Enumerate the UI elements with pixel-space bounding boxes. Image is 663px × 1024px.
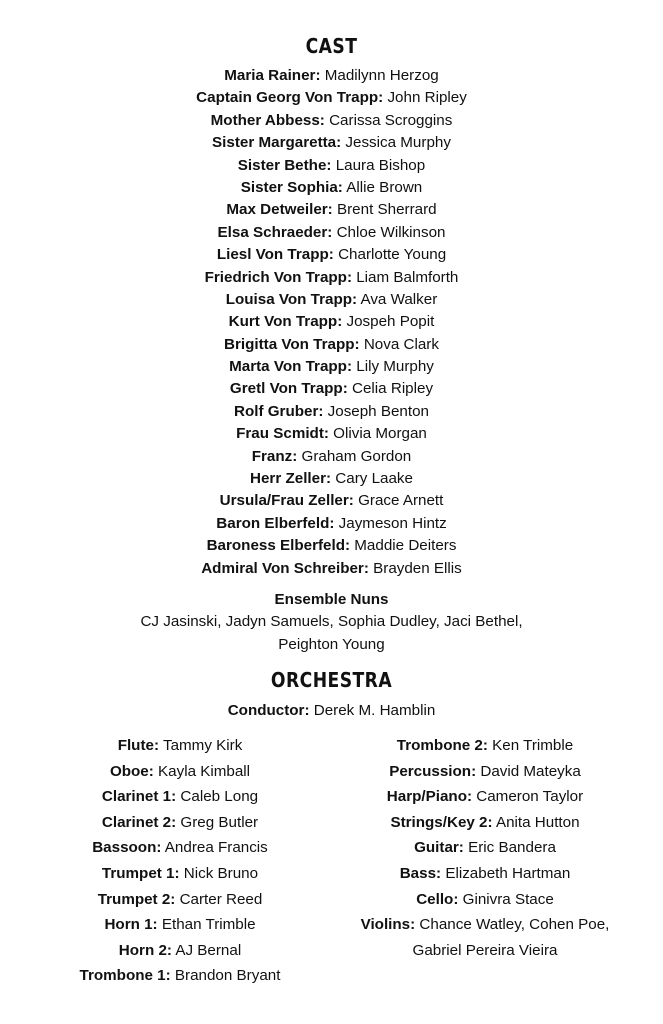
cast-row bbox=[0, 446, 663, 468]
performer-name: Ava Walker bbox=[360, 290, 438, 308]
role-label: Ursula/Frau Zeller: bbox=[219, 492, 354, 510]
performer-name: Laura Bishop bbox=[335, 156, 426, 174]
cast-row bbox=[0, 199, 663, 221]
cast-row bbox=[0, 378, 663, 400]
role-label: Clarinet 2: bbox=[101, 813, 177, 831]
performer-name: Allie Brown bbox=[346, 178, 423, 196]
performer-name: Lily Murphy bbox=[356, 358, 434, 376]
cast-row bbox=[0, 468, 663, 490]
performer-name: Ginivra Stace bbox=[462, 890, 554, 908]
performer-name: Andrea Francis bbox=[164, 839, 268, 857]
orchestra-row bbox=[340, 861, 630, 887]
role-label: Kurt Von Trapp: bbox=[228, 313, 343, 331]
cast-row bbox=[0, 65, 663, 87]
orchestra-left-column bbox=[40, 733, 320, 989]
performer-name: David Mateyka bbox=[480, 762, 581, 780]
orchestra-row bbox=[340, 759, 630, 785]
performer-name: Celia Ripley bbox=[352, 380, 434, 398]
performer-name: Caleb Long bbox=[180, 788, 259, 806]
ensemble-title: Ensemble Nuns bbox=[274, 591, 389, 608]
role-label: Strings/Key 2: bbox=[390, 813, 493, 831]
cast-list bbox=[0, 65, 663, 580]
performer-name: Eric Bandera bbox=[468, 839, 556, 857]
role-label: Louisa Von Trapp: bbox=[225, 290, 358, 308]
cast-row bbox=[0, 155, 663, 177]
cast-row bbox=[0, 267, 663, 289]
performer-name: Ethan Trimble bbox=[161, 916, 256, 934]
performer-name: Tammy Kirk bbox=[162, 737, 243, 754]
orchestra-row bbox=[40, 810, 320, 836]
cast-row bbox=[0, 132, 663, 154]
role-label: Sister Sophia: bbox=[240, 178, 343, 196]
role-label: Trumpet 2: bbox=[97, 890, 176, 908]
conductor-role: Conductor: bbox=[227, 702, 310, 719]
role-label: Sister Margaretta: bbox=[212, 134, 342, 152]
performer-name: Maddie Deiters bbox=[354, 537, 457, 555]
orchestra-heading: ORCHESTRA bbox=[270, 668, 393, 692]
orchestra-row bbox=[40, 938, 320, 964]
cast-row bbox=[0, 87, 663, 109]
orchestra-row bbox=[40, 759, 320, 785]
performer-name: Anita Hutton bbox=[495, 813, 580, 831]
role-label: Horn 2: bbox=[118, 941, 172, 959]
orchestra-row bbox=[40, 784, 320, 810]
role-label: Rolf Gruber: bbox=[233, 402, 324, 420]
role-label: Horn 1: bbox=[104, 916, 158, 934]
performer-name: Kayla Kimball bbox=[158, 762, 251, 780]
cast-row bbox=[0, 423, 663, 445]
performer-name: Jessica Murphy bbox=[345, 134, 451, 152]
cast-row bbox=[0, 513, 663, 535]
orchestra-row bbox=[340, 938, 630, 964]
performer-name: John Ripley bbox=[387, 89, 467, 107]
performer-name: Liam Balmforth bbox=[356, 268, 459, 286]
cast-row bbox=[0, 289, 663, 311]
orchestra-row bbox=[40, 733, 320, 759]
cast-row bbox=[0, 311, 663, 333]
role-label: Trombone 1: bbox=[79, 967, 171, 985]
orchestra-right-column bbox=[340, 733, 630, 963]
cast-row bbox=[0, 244, 663, 266]
role-label: Gretl Von Trapp: bbox=[229, 380, 348, 398]
role-label: Guitar: bbox=[414, 839, 464, 857]
performer-name: Chloe Wilkinson bbox=[336, 223, 446, 241]
role-label: Franz: bbox=[251, 447, 298, 465]
role-label: Maria Rainer: bbox=[224, 67, 321, 84]
role-label: Liesl Von Trapp: bbox=[216, 246, 334, 264]
role-label: Elsa Schraeder: bbox=[217, 223, 333, 241]
conductor-line bbox=[0, 700, 663, 722]
performer-name: Jaymeson Hintz bbox=[338, 514, 447, 532]
role-label: Clarinet 1: bbox=[101, 788, 177, 806]
performer-name: Graham Gordon bbox=[301, 447, 412, 465]
performer-name: Joseph Benton bbox=[327, 402, 429, 420]
performer-name: Nova Clark bbox=[363, 335, 439, 353]
performer-name: Chance Watley, Cohen Poe, bbox=[419, 916, 610, 934]
orchestra-row bbox=[40, 861, 320, 887]
role-label: Flute: bbox=[117, 737, 160, 754]
role-label: Bass: bbox=[399, 864, 442, 882]
performer-name: Brayden Ellis bbox=[373, 559, 462, 577]
conductor-name: Derek M. Hamblin bbox=[313, 702, 436, 719]
role-label: Baron Elberfeld: bbox=[216, 514, 335, 532]
performer-name: Cameron Taylor bbox=[476, 788, 584, 806]
orchestra-row bbox=[40, 835, 320, 861]
role-label: Brigitta Von Trapp: bbox=[224, 335, 360, 353]
performer-name: Elizabeth Hartman bbox=[445, 864, 571, 882]
role-label: Violins: bbox=[360, 916, 416, 934]
cast-heading: CAST bbox=[305, 34, 358, 58]
orchestra-row bbox=[340, 733, 630, 759]
cast-row bbox=[0, 401, 663, 423]
performer-name: Madilynn Herzog bbox=[324, 67, 439, 84]
role-label: Mother Abbess: bbox=[210, 111, 325, 129]
performer-name: Jospeh Popit bbox=[346, 313, 435, 331]
orchestra-row bbox=[340, 784, 630, 810]
role-label: Percussion: bbox=[389, 762, 477, 780]
performer-name: Brent Sherrard bbox=[336, 201, 437, 219]
role-label: Friedrich Von Trapp: bbox=[204, 268, 352, 286]
role-label: Oboe: bbox=[109, 762, 154, 780]
cast-row bbox=[0, 558, 663, 580]
performer-name: Brandon Bryant bbox=[174, 967, 281, 985]
role-label: Baroness Elberfeld: bbox=[206, 537, 351, 555]
orchestra-row bbox=[40, 963, 320, 989]
performer-name: Greg Butler bbox=[180, 813, 259, 831]
orchestra-row bbox=[340, 912, 630, 938]
performer-name: Gabriel Pereira Vieira bbox=[412, 941, 558, 959]
performer-name: AJ Bernal bbox=[175, 941, 242, 959]
role-label: Trombone 2: bbox=[396, 737, 488, 754]
role-label: Frau Scmidt: bbox=[236, 425, 329, 443]
cast-row bbox=[0, 535, 663, 557]
performer-name: Ken Trimble bbox=[492, 737, 574, 754]
cast-row bbox=[0, 334, 663, 356]
cast-row bbox=[0, 110, 663, 132]
performer-name: Carissa Scroggins bbox=[329, 111, 453, 129]
role-label: Herr Zeller: bbox=[250, 470, 332, 488]
role-label: Trumpet 1: bbox=[101, 864, 180, 882]
role-label: Marta Von Trapp: bbox=[229, 358, 353, 376]
performer-name: Cary Laake bbox=[335, 470, 413, 488]
cast-row bbox=[0, 356, 663, 378]
orchestra-row bbox=[40, 912, 320, 938]
role-label: Admiral Von Schreiber: bbox=[201, 559, 369, 577]
performer-name: Charlotte Young bbox=[338, 246, 447, 264]
ensemble-names: CJ Jasinski, Jadyn Samuels, Sophia Dudley, Jaci Bethel, Peighton Young bbox=[140, 613, 523, 653]
cast-row bbox=[0, 490, 663, 512]
ensemble-section bbox=[0, 589, 663, 656]
role-label: Captain Georg Von Trapp: bbox=[196, 89, 384, 107]
cast-row bbox=[0, 177, 663, 199]
role-label: Max Detweiler: bbox=[226, 201, 333, 219]
role-label: Cello: bbox=[416, 890, 459, 908]
role-label: Harp/Piano: bbox=[386, 788, 473, 806]
role-label: Bassoon: bbox=[92, 839, 162, 857]
performer-name: Carter Reed bbox=[179, 890, 263, 908]
performer-name: Grace Arnett bbox=[358, 492, 444, 510]
cast-row bbox=[0, 222, 663, 244]
role-label: Sister Bethe: bbox=[237, 156, 332, 174]
performer-name: Olivia Morgan bbox=[333, 425, 427, 443]
orchestra-row bbox=[40, 887, 320, 913]
orchestra-row bbox=[340, 887, 630, 913]
orchestra-row bbox=[340, 810, 630, 836]
performer-name: Nick Bruno bbox=[183, 864, 259, 882]
orchestra-row bbox=[340, 835, 630, 861]
